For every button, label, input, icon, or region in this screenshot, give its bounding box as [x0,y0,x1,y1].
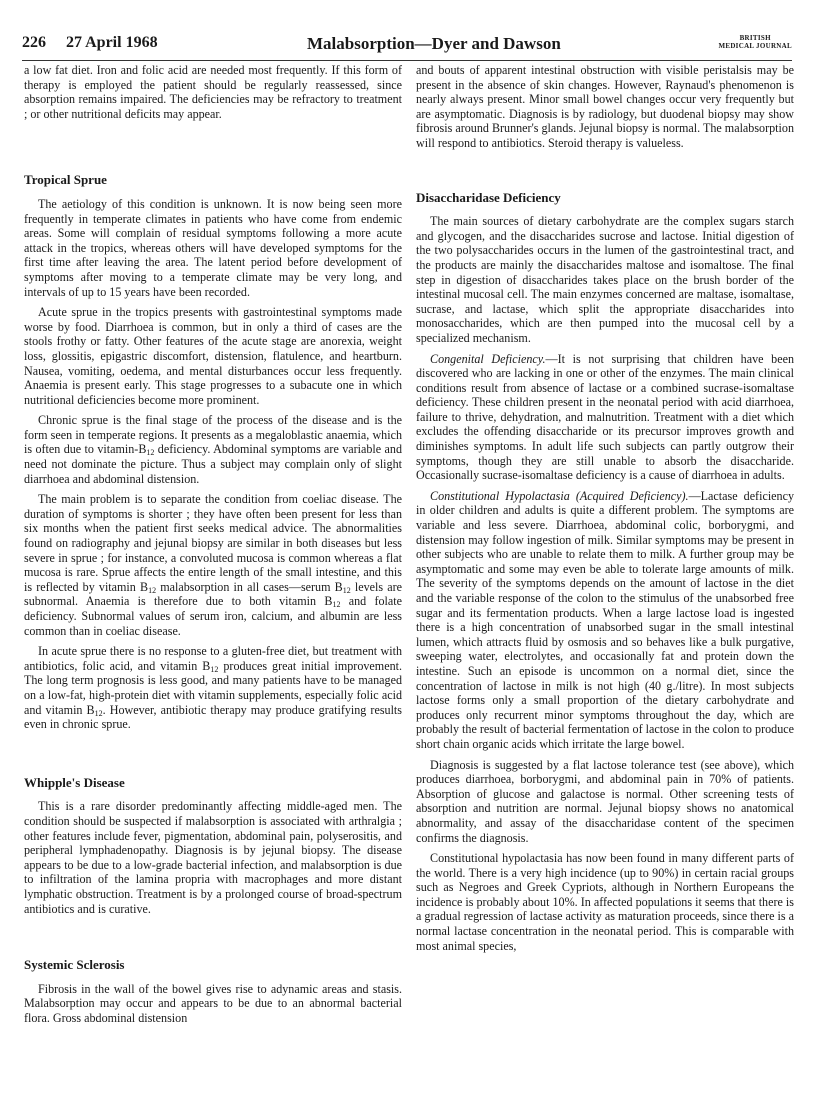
systemic-sclerosis-paragraph: Fibrosis in the wall of the bowel gives rise to adynamic areas and stasis. Malabsorption may occur and appears to be due to an abnormal bacterial flora. Gross abdominal distension [24,981,402,1025]
left-column [24,63,402,1031]
tropical-sprue-paragraph-2: Acute sprue in the tropics presents with gastrointestinal symptoms made worse by food. Diarrhoea is common, but in only a third of cases are the stools frothy or fatty. Other features of the acute stage are anorexia, weight loss, glossitis, epigastric discomfort, distension, flatulence, and heartburn. Nausea, vomiting, oedema, and mental disturbances occur less frequently. Anaemia is present early. This stage progresses to a subacute one in which nutritional deficiencies become more prominent. [24,305,402,407]
right-column [416,63,794,959]
heading-whipples-disease: Whipple's Disease [24,774,125,790]
tropical-sprue-paragraph-4: The main problem is to separate the condition from coeliac disease. The duration of symptoms is shorter ; they have often been present for less than six months when the patient first seeks medical advice. The abnormalities found on radiography and jejunal biopsy are similar in both diseases but less severe in sprue ; for instance, a convoluted mucosa is common whereas a flat mucosa is rare. Sprue affects the entire length of the small intestine, and this is reflected by vitamin $B_{12}$ malabsorption in all cases—serum $B_{12}$ levels are subnormal. Anaemia is therefore due to both vitamin $B_{12}$ and folate deficiency. Subnormal values of serum iron, calcium, and albumin are less common than in coeliac disease. [24,492,402,638]
disaccharidase-paragraph-1: The main sources of dietary carbohydrate are the complex sugars starch and glycogen, and the disaccharides sucrose and lactose. Initial digestion of the two polysaccharides occurs in the lumen of the gastrointestinal tract, and the products are mainly the disaccharides maltose and isomaltose. The final step in digestion of disaccharides takes place on the brush border of the intestinal mucosal cell. The main enzymes concerned are maltase, isomaltase, sucrase, and lactase, which split the appropriate disaccharides into monosaccharides, which are then pumped into the mucosal cell by a specialized mechanism. [416,214,794,345]
article-running-title: Malabsorption—Dyer and Dawson [307,34,561,53]
issue-date: 27 April 1968 [66,34,158,51]
intro-paragraph: a low fat diet. Iron and folic acid are needed most frequently. If this form of therapy is employed the patient should be regularly reassessed, since absorption remains impaired. The deficiencies may be refractory to treatment ; or other nutritional deficits may appear. [24,63,402,121]
congenital-deficiency-title: Congenital Deficiency. [430,351,546,366]
congenital-deficiency-paragraph: Congenital Deficiency.—It is not surprising that children have been discovered who are lacking in one or other of the enzymes. The main clinical conditions result from absence of lactase or a combined sucrase-isomaltase deficiency. These children present in the neonatal period with acid diarrhoea, failure to thrive, dehydration, and malnutrition. Treatment with a diet which excludes the offending disaccharide or its precursor improves growth and diminishes symptoms. In adult life such subjects can partly outgrow their symptoms, though they are still unable to absorb the disaccharide. Occasionally sucrase-isomaltase deficiency is a cause of diarrhoea in adults. [416,351,794,483]
running-header [22,30,792,61]
whipple-paragraph: This is a rare disorder predominantly affecting middle-aged men. The condition should be suspected if malabsorption is associated with arthralgia ; other features include fever, pigmentation, abdominal pain, polyserositis, and peripheral lymphadenopathy. Diagnosis is by jejunal biopsy. The disease appears to be due to a low-grade bacterial infection, and malabsorption is due to infiltration of the lamina propria with macrophages and more distant lymphatic obstruction. Treatment is by a prolonged course of broad-spectrum antibiotics and is curative. [24,799,402,916]
journal-name-line1: BRITISH [739,34,771,42]
page-number: 226 [22,34,46,51]
journal-name [718,34,792,50]
journal-name-line2: MEDICAL JOURNAL [718,42,792,50]
tropical-sprue-paragraph-1: The aetiology of this condition is unknown. It is now being seen more frequently in temperate climates in patients who have come from endemic areas. Some will complain of residual symptoms following a more acute attack in the tropics, whereas others will have developed symptoms for the first time after leaving the area. The latent period before development of symptoms after moving to a temperate climate may be very long, and intervals of up to 15 years have been recorded. [24,196,402,299]
heading-tropical-sprue: Tropical Sprue [24,172,107,188]
constitutional-hypolactasia-title: Constitutional Hypolactasia (Acquired Deficiency). [430,488,689,503]
systemic-sclerosis-continuation: and bouts of apparent intestinal obstruction with visible peristalsis may be present in the absence of skin changes. However, Raynaud's phenomenon is nearly always present. Minor small bowel changes occur very frequently but are asymptomatic. Diagnosis is by radiology, but duodenal biopsy may show fibrosis around Brunner's glands. Jejunal biopsy is normal. The malabsorption will respond to antibiotics. Steroid therapy is valueless. [416,63,794,150]
heading-systemic-sclerosis: Systemic Sclerosis [24,957,125,973]
epidemiology-paragraph: Constitutional hypolactasia has now been found in many different parts of the world. There is a very high incidence (up to 90%) in certain racial groups such as Negroes and Greek Cypriots, although in Northern Europeans the incidence is probably about 10%. In affected populations it seems that there is a gradual regression of lactase activity as maturation proceeds, since there is a normal lactase concentration in the neonatal period. This is comparable with most animal species, [416,851,794,953]
constitutional-hypolactasia-paragraph: Constitutional Hypolactasia (Acquired Deficiency).—Lactase deficiency in older children and adults is quite a different problem. The symptoms are variable and less severe. Diarrhoea, abdominal colic, borborygmi, and distension may follow ingestion of milk. Similar symptoms may be present in other subjects who are unable to relate them to milk. A further group may be asymptomatic and some may even be able to tolerate large amounts of milk. The severity of the symptoms depends on the amount of lactose in the diet and the variable response of the colon to the stimulus of the unabsorbed free sugar and its fermentation products. When a large lactose load is ingested there is a high concentration of unabsorbed sugar in the small intestinal lumen, which attracts fluid by osmosis and so behaves like a bulk purgative, sweeping water, electrolytes, and occasionally fat and protein down the intestine. Such an episode is uncommon on a normal diet, since the concentration of lactose in milk is not high (40 g./litre). In most subjects lactose forms only a small proportion of the dietary carbohydrate and produces only recurrent minor symptoms throughout the day, which are probably the result of bacterial fermentation of lactose in the colon to produce short chain organic acids which irritate the large bowel. [416,488,795,751]
diagnosis-paragraph: Diagnosis is suggested by a flat lactose tolerance test (see above), which produces diarrhoea, borborygmi, and abdominal pain in 70% of patients. Absorption of glucose and galactose is normal. Other screening tests of absorption and nutrition are normal. Jejunal biopsy shows no anatomical abnormality, and assay of the disaccharidase content of the specimen confirms the diagnosis. [416,757,794,845]
heading-disaccharidase-deficiency: Disaccharidase Deficiency [416,189,561,205]
tropical-sprue-paragraph-5: In acute sprue there is no response to a gluten-free diet, but treatment with antibiotics, folic acid, and vitamin $B_{12}$ produces great initial improvement. The long term prognosis is less good, and many patients have to be managed on a low-fat, high-protein diet with vitamin supplements, especially folic acid and vitamin $B_{12}$. However, antibiotic therapy may produce gratifying results even in chronic sprue. [24,644,402,732]
tropical-sprue-paragraph-3: Chronic sprue is the final stage of the process of the disease and is the form seen in temperate regions. It presents as a megaloblastic anaemia, which is often due to vitamin-$B_{12}$ deficiency. Abdominal symptoms are variable and need not dominate the picture. Thus a subject may complain only of slight diarrhoea and abdominal distension. [24,413,403,486]
